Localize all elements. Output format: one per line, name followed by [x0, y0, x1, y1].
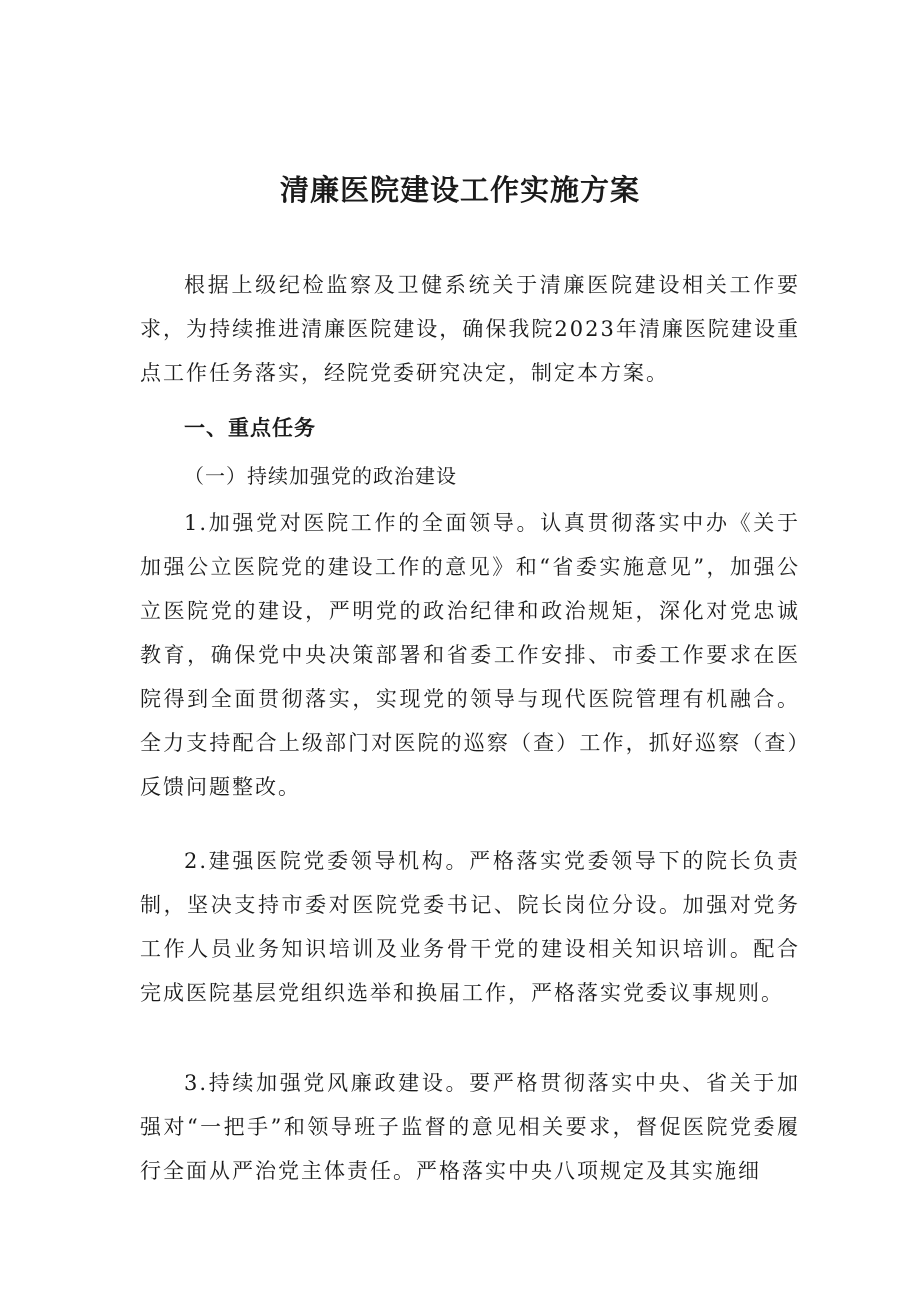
intro-paragraph: 根据上级纪检监察及卫健系统关于清廉医院建设相关工作要求，为持续推进清廉医院建设，确保我院2023年清廉医院建设重点工作任务落实，经院党委研究决定，制定本方案。: [140, 273, 800, 385]
section-heading-key-tasks: 一、重点任务: [184, 416, 316, 440]
subsection-heading-political-construction: （一）持续加强党的政治建设: [184, 464, 457, 488]
item-2-paragraph: 2.建强医院党委领导机构。严格落实党委领导下的院长负责制，坚决支持市委对医院党委书记、院长岗位分设。加强对党务工作人员业务知识培训及业务骨干党的建设相关知识培训。配合完成医院基层党组织选举和换届工作，严格落实党委议事规则。: [140, 849, 800, 1005]
item-1-paragraph: 1.加强党对医院工作的全面领导。认真贯彻落实中办《关于加强公立医院党的建设工作的意见》和“省委实施意见”，加强公立医院党的建设，严明党的政治纪律和政治规矩，深化对党忠诚教育，确保党中央决策部署和省委工作安排、市委工作要求在医院得到全面贯彻落实，实现党的领导与现代医院管理有机融合。全力支持配合上级部门对医院的巡察（查）工作，抓好巡察（查）反馈问题整改。: [140, 511, 800, 799]
item-3-paragraph: 3.持续加强党风廉政建设。要严格贯彻落实中央、省关于加强对“一把手”和领导班子监督的意见相关要求，督促医院党委履行全面从严治党主体责任。严格落实中央八项规定及其实施细: [140, 1071, 800, 1183]
document-title: 清廉医院建设工作实施方案: [279, 173, 640, 207]
